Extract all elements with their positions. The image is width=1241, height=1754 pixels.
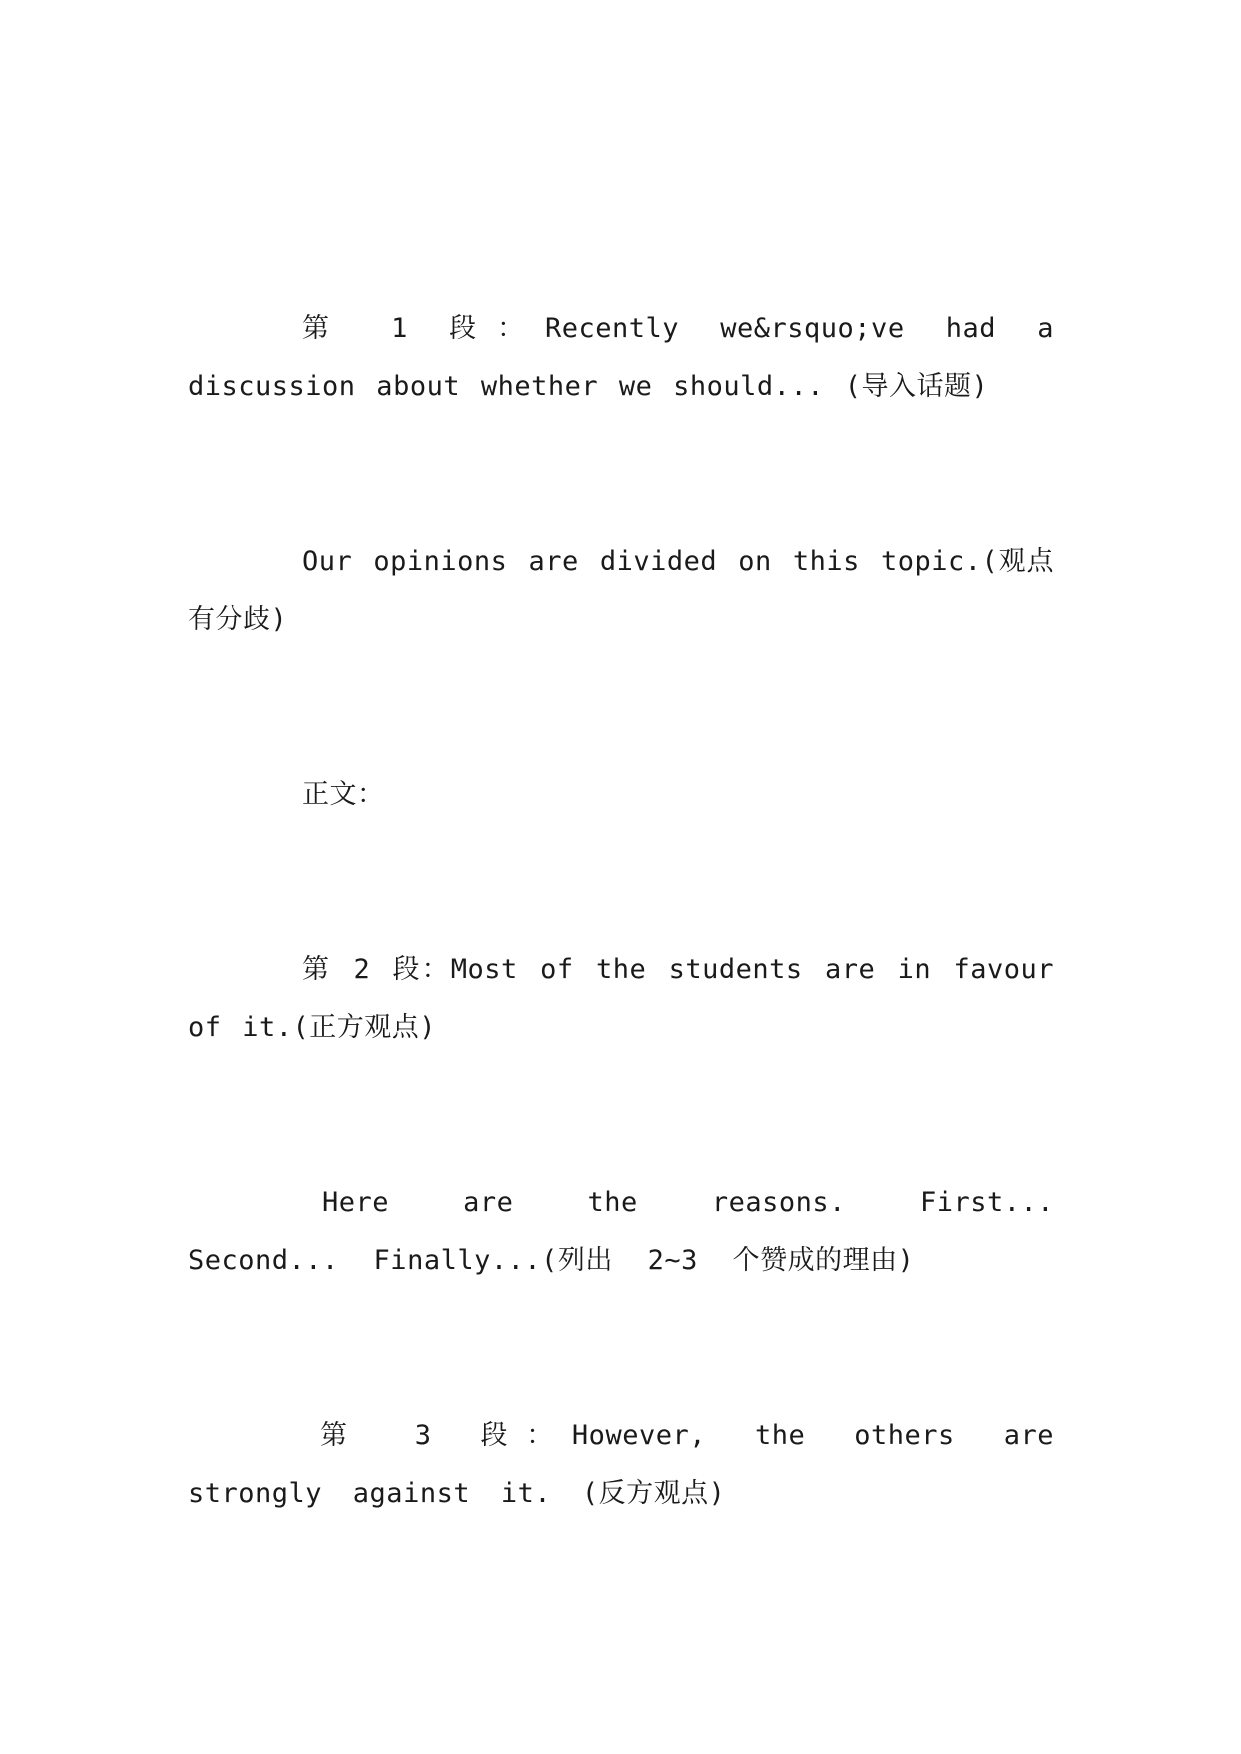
paragraph-1-intro-topic: 第 1 段：Recently we&rsquo;ve had a discussion about whether we should... (导入话题) (188, 313, 1054, 402)
paragraph-reasons: Here are the reasons. First... Second... Finally...(列出 2~3 个赞成的理由) (188, 1187, 1054, 1276)
paragraph-3-con-view: 第 3 段：However, the others are strongly against it. (反方观点) (188, 1420, 1054, 1509)
paragraph-2-pro-view: 第 2 段：Most of the students are in favour of it.(正方观点) (188, 954, 1054, 1043)
body-heading: 正文： (302, 779, 385, 810)
paragraph-opinions-divided: Our opinions are divided on this topic.(观点有分歧) (188, 546, 1054, 635)
